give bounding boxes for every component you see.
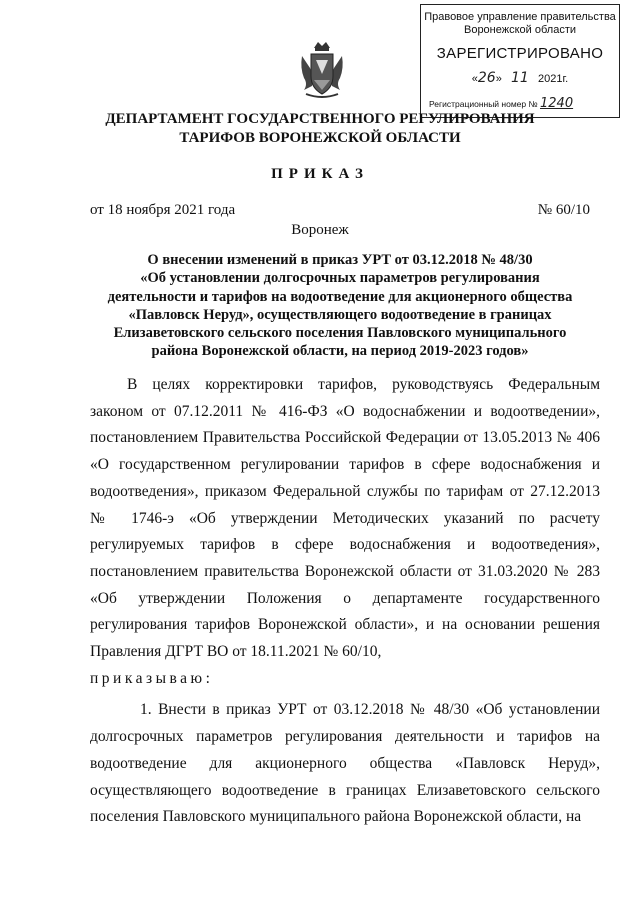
registration-stamp bbox=[420, 4, 620, 118]
subject-line: района Воронежской области, на период 2019-2023 годов» bbox=[151, 343, 529, 360]
order-subject bbox=[80, 251, 600, 361]
stamp-organization: Правовое управление правительства Воронежской области bbox=[424, 11, 616, 36]
department-name: ДЕПАРТАМЕНТ ГОСУДАРСТВЕННОГО РЕГУЛИРОВАНИЯ ТАРИФОВ ВОРОНЕЖСКОЙ ОБЛАСТИ bbox=[105, 111, 535, 146]
stamp-reg-number: 1240 bbox=[540, 96, 574, 111]
stamp-year-suffix: г. bbox=[562, 73, 569, 85]
subject-line: «Об установлении долгосрочных параметров регулирования bbox=[140, 270, 540, 287]
subject-line: Елизаветовского сельского поселения Павловского муниципального bbox=[113, 325, 567, 342]
stamp-reg-number-line bbox=[429, 96, 573, 111]
order-date: от 18 ноября 2021 года bbox=[90, 202, 236, 218]
subject-line: деятельности и тарифов на водоотведение для акционерного общества bbox=[107, 288, 573, 305]
preamble-paragraph: В целях корректировки тарифов, руководствуясь Федеральным законом от 07.12.2011 № 416-ФЗ «О водоснабжении и водоотведении», постановлением Правительства Российской Федерации от 13.05.2013 № 406 «О государственном регулировании тарифов в сфере водоснабжения и водоотведения», приказом Федеральной службы по тарифам от 27.12.2013 № 1746-э «Об утверждении Методических указаний по расчету регулируемых тарифов в сфере водоснабжения и водоотведения», постановлением правительства Воронежской области от 31.03.2020 № 283 «Об утверждении Положения о департаменте государственного регулирования тарифов Воронежской области», и на основании решения Правления ДГРТ ВО от 18.11.2021 № 60/10, bbox=[90, 376, 600, 661]
item-1-paragraph: 1. Внести в приказ УРТ от 03.12.2018 № 48/30 «Об установлении долгосрочных параметров регулирования деятельности и тарифов на водоотведение для акционерного общества «Павловск Неруд», осуществляющего водоотведение в границах Елизаветовского сельского поселения Павловского муниципального района Воронежской области, на bbox=[90, 701, 600, 826]
order-word: приказываю: bbox=[90, 669, 214, 687]
stamp-year: 2021 bbox=[538, 73, 563, 85]
subject-line: «Павловск Неруд», осуществляющего водоотведение в границах bbox=[128, 306, 552, 323]
stamp-registered-label: ЗАРЕГИСТРИРОВАНО bbox=[436, 45, 604, 62]
subject-line: О внесении изменений в приказ УРТ от 03.12.2018 № 48/30 bbox=[147, 252, 533, 268]
stamp-date: «26» 11 2021г. bbox=[471, 70, 569, 86]
stamp-reg-label: Регистрационный номер № bbox=[429, 99, 538, 109]
order-body bbox=[90, 372, 600, 831]
stamp-month: 11 bbox=[511, 70, 529, 86]
order-number: № 60/10 bbox=[537, 202, 590, 218]
stamp-day: 26 bbox=[477, 70, 496, 86]
order-title: ПРИКАЗ bbox=[271, 166, 369, 182]
order-city: Воронеж bbox=[291, 222, 349, 238]
voronezh-coat-of-arms-icon bbox=[298, 38, 346, 102]
